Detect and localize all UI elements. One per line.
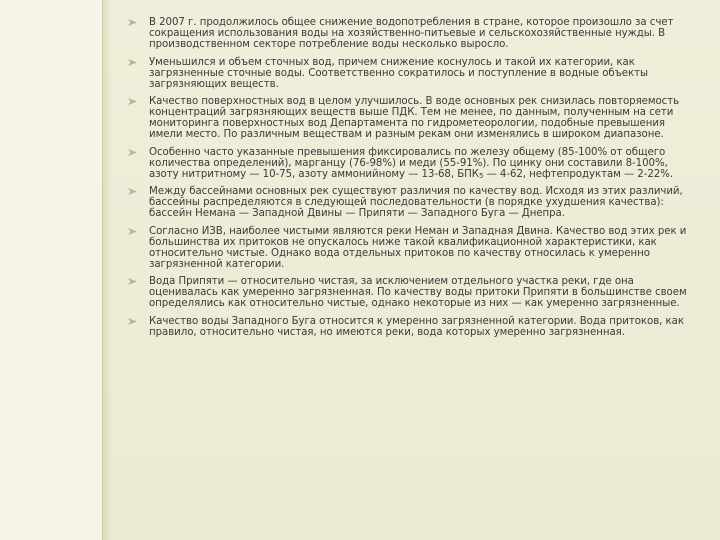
bullet-text: Вода Припяти — относительно чистая, за исключением отдельного участка реки, где она оценивалась как умеренно загрязненная. По качеству воды притоки Припяти в большинстве своем определялись как относительно чистые, однако некоторые из них — как умеренно загрязненные.: [149, 276, 687, 309]
diamond-arrow-bullet-icon: [128, 59, 137, 66]
bullet-text: Качество воды Западного Буга относится к умеренно загрязненной категории. Вода притоков, как правило, относительно чистая, но имеются реки, вода которых умеренно загрязненная.: [149, 315, 684, 338]
bullet-item-4: [128, 147, 694, 180]
bullet-text: Уменьшился и объем сточных вод, причем снижение коснулось и такой их категории, как загрязненные сточные воды. Соответственно сократилось и поступление в водные объекты загрязняющих веществ.: [149, 56, 648, 90]
bullet-text-before: Особенно часто указанные превышения фиксировались по железу общему (85-100% от общего количества определений), марганцу (76-98%) и меди (55-91%). По цинку они составили 8-100%, азоту нитритному — 10-75, азоту аммонийному — 13-68, БПК: [149, 146, 668, 180]
diamond-arrow-bullet-icon: [128, 318, 137, 325]
slide-side-band: [0, 0, 102, 540]
bullet-text-after: — 4-62, нефтепродуктам — 2-22%.: [483, 168, 674, 180]
bullet-text: В 2007 г. продолжилось общее снижение водопотребления в стране, которое произошло за счет сокращения использования воды на хозяйственно-питьевые и сельскохозяйственные нужды. В производственном секторе потребление воды несколько выросло.: [149, 17, 674, 50]
diamond-arrow-bullet-icon: [128, 188, 137, 195]
bullet-item-6: [128, 226, 694, 270]
bullet-item-2: [128, 57, 694, 90]
diamond-arrow-bullet-icon: [128, 228, 137, 235]
panel-shadow-edge: [102, 0, 112, 540]
diamond-arrow-bullet-icon: [128, 149, 137, 156]
bullet-item-8: [128, 316, 694, 338]
bullet-item-1: [128, 17, 694, 50]
bullet-item-3: [128, 96, 694, 140]
bullet-list: [128, 17, 694, 344]
bullet-text: Между бассейнами основных рек существуют различия по качеству вод. Исходя из этих различий, бассейны распределяются в следующей последовательности (в порядке ухудшения качества): бассейн Немана — Западной Двины — Припяти — Западного Буга — Днепра.: [149, 186, 683, 219]
bullet-item-7: [128, 276, 694, 309]
bullet-text: Качество поверхностных вод в целом улучшилось. В воде основных рек снизилась повторяемость концентраций загрязняющих веществ выше ПДК. Тем не менее, по данным, полученным на сети мониторинга поверхностных вод Департамента по гидрометеорологии, подобные превышения имели место. По различным веществам и разным рекам они изменялись в широком диапазоне.: [149, 96, 680, 140]
diamond-arrow-bullet-icon: [128, 278, 137, 285]
diamond-arrow-bullet-icon: [128, 19, 137, 26]
diamond-arrow-bullet-icon: [128, 98, 137, 105]
bod-subscript: 5: [478, 171, 484, 180]
bullet-item-5: [128, 186, 694, 219]
bullet-text: Согласно ИЗВ, наиболее чистыми являются реки Неман и Западная Двина. Качество вод этих рек и большинства их притоков не опускалось ниже такой квалификационной характеристики, как относительно чистые. Однако вода отдельных притоков по качеству относилась к умеренно загрязненной категории.: [149, 225, 687, 270]
